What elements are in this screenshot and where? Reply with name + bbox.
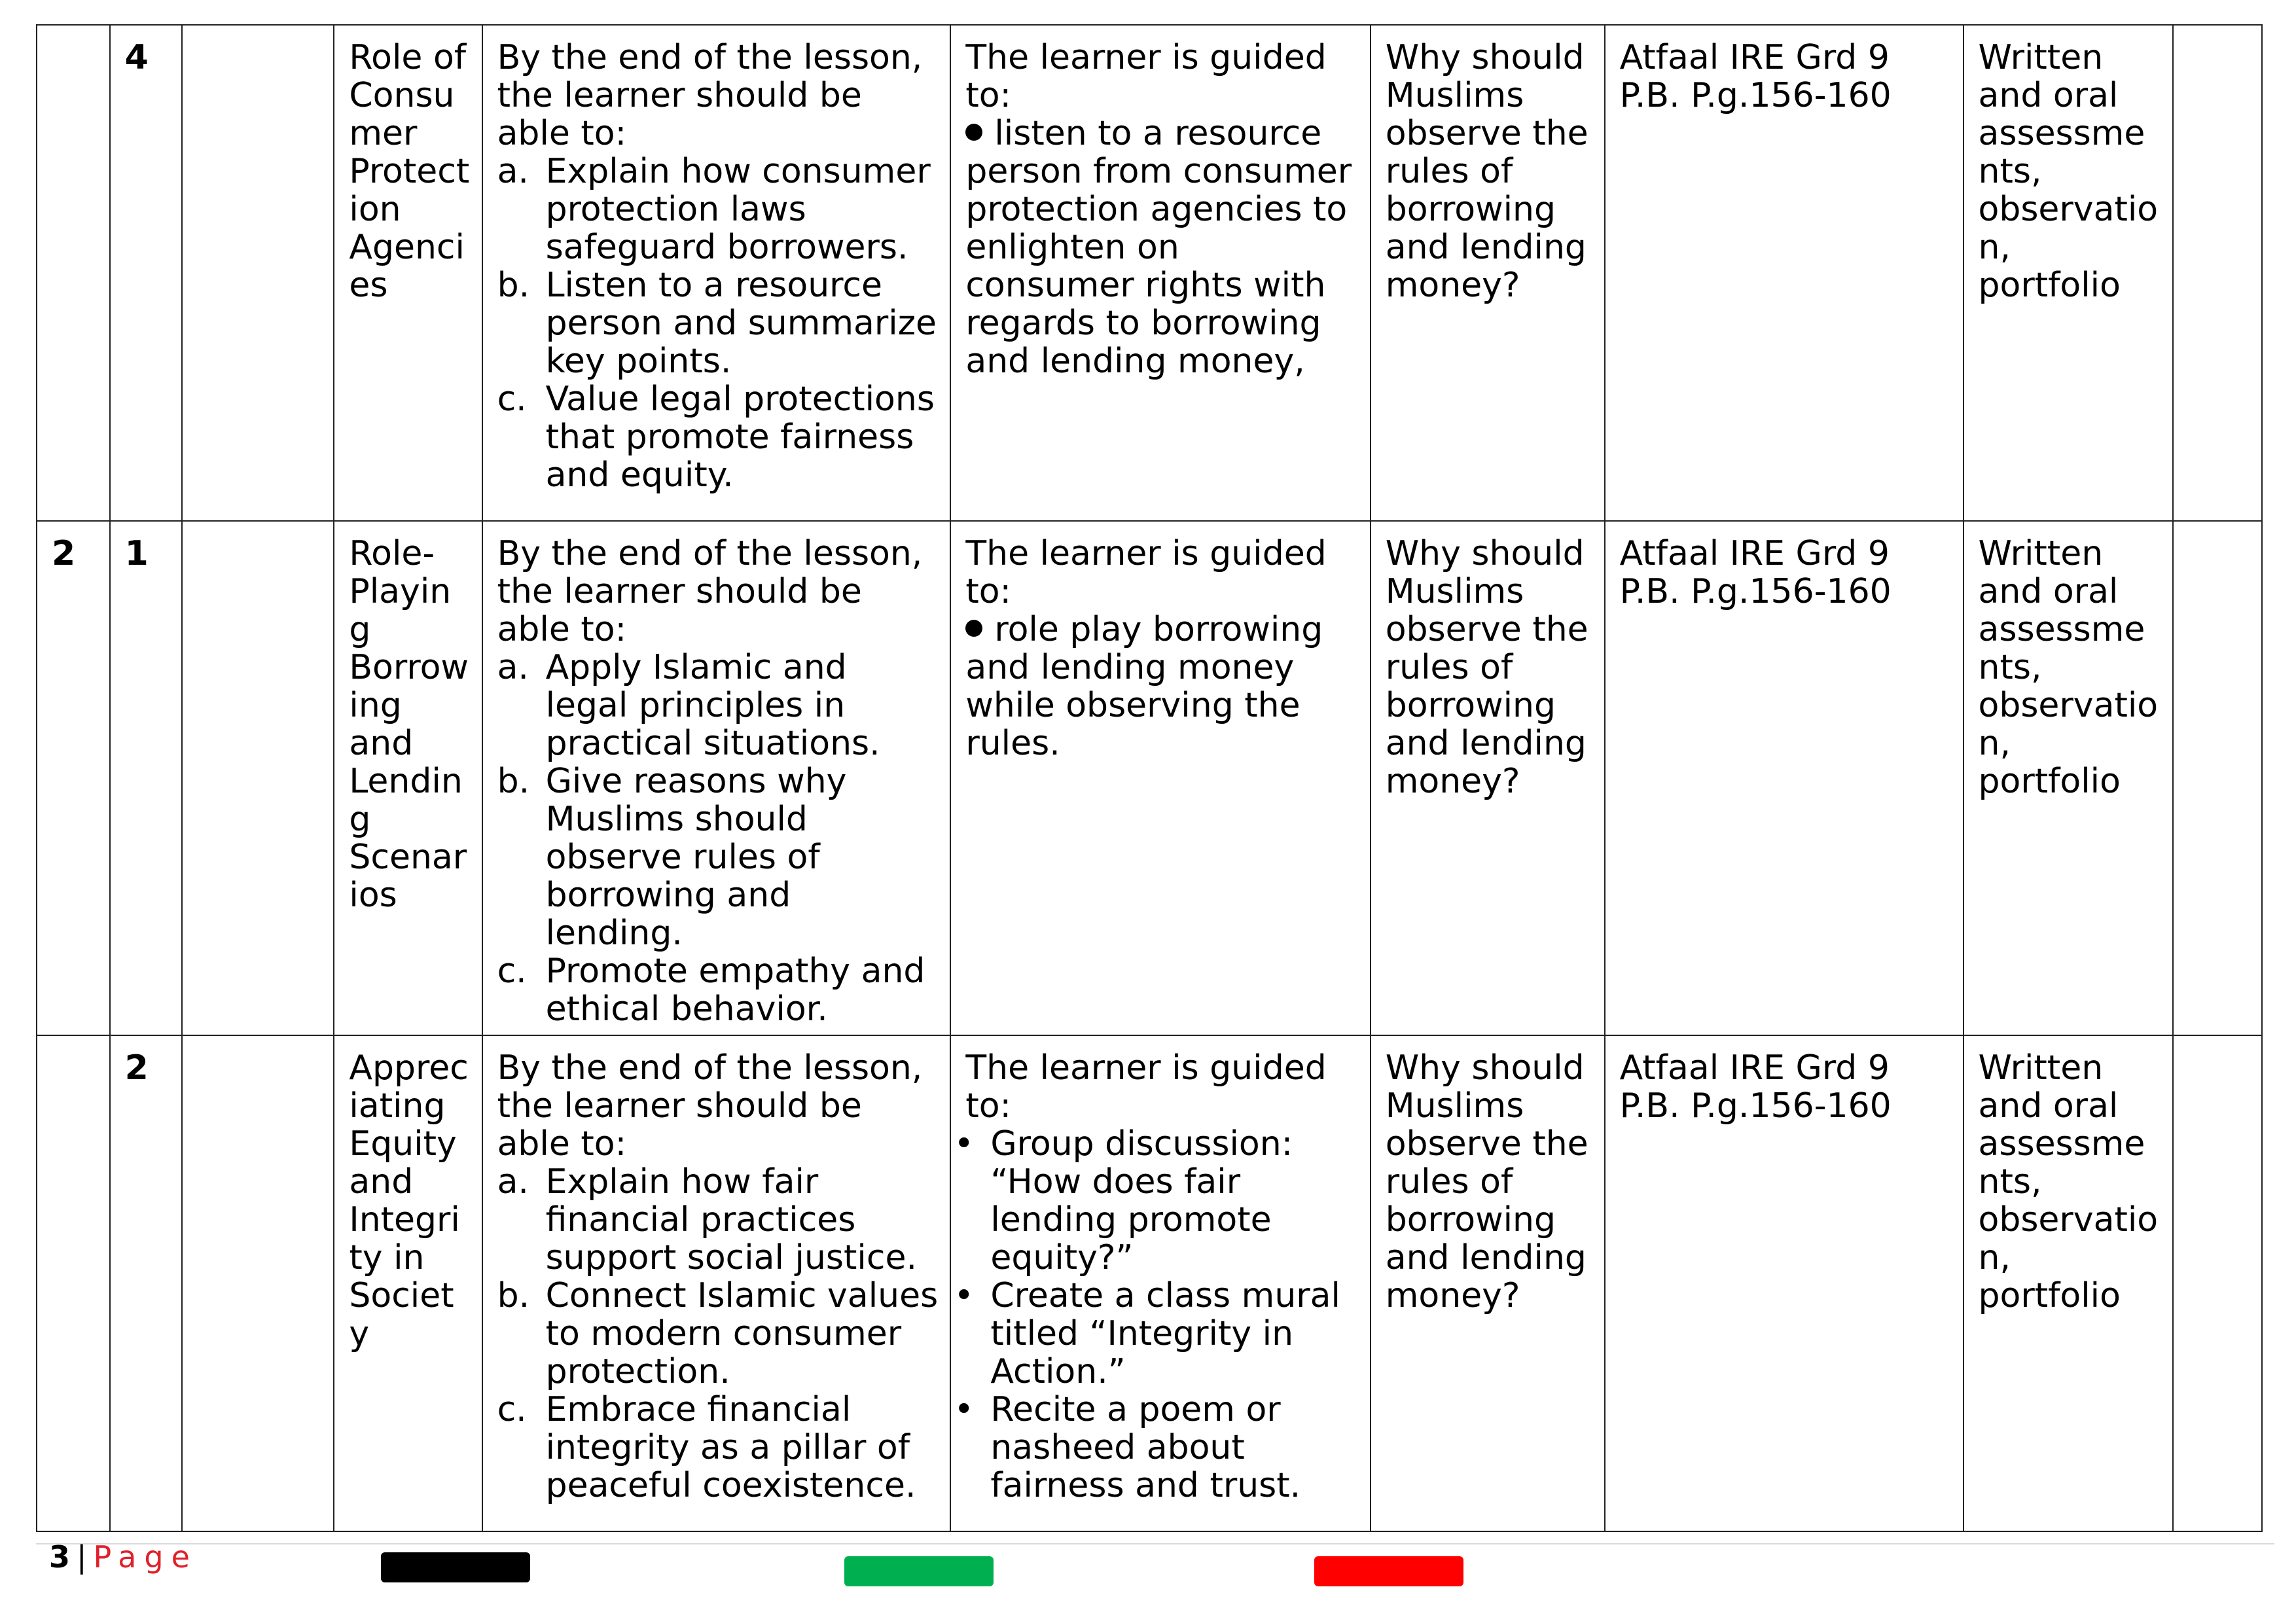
inquiry-question-cell: Why should Muslims observe the rules of borrowing and lending money? [1371,25,1605,521]
experience-text: Group discussion: “How does fair lending promote equity?” [990,1124,1293,1277]
reflection-cell [2173,1035,2262,1531]
lesson-cell: 1 [110,521,183,1035]
table-body [37,25,2262,1531]
reflection-cell [2173,25,2262,521]
outcome-marker: c. [497,1390,527,1429]
outcome-text: Embrace financial integrity as a pillar of peaceful coexistence. [545,1390,916,1505]
outcome-text: Listen to a resource person and summarize key points. [545,266,937,381]
learning-outcomes-cell [482,1035,951,1531]
experience-item [954,1124,1357,1277]
outcome-marker: a. [497,648,529,687]
assessment-cell: Written and oral assessments, observation, portfolio [1964,521,2174,1035]
outcome-marker: c. [497,952,527,991]
week-cell: 2 [37,521,110,1035]
inquiry-question-cell: Why should Muslims observe the rules of borrowing and lending money? [1371,1035,1605,1531]
outcome-item [497,1391,939,1505]
outcomes-intro: By the end of the lesson, the learner should be able to: [497,38,923,153]
week-cell [37,25,110,521]
outcome-item [497,952,939,1028]
experience-item [954,1276,1357,1391]
experience-text: role play borrowing and lending money while observing the rules. [965,610,1323,763]
outcome-marker: b. [497,762,530,801]
page-number-separator: | [77,1539,87,1575]
outcome-marker: a. [497,152,529,191]
sub-strand-cell: Role of Consumer Protection Agencies [334,25,482,521]
outcome-text: Give reasons why Muslims should observe rules of borrowing and lending. [545,762,847,953]
outcome-marker: b. [497,266,530,305]
reflection-cell [2173,521,2262,1035]
experience-text: Recite a poem or nasheed about fairness and trust. [990,1390,1301,1505]
learning-resources-cell: Atfaal IRE Grd 9 P.B. P.g.156-160 [1605,1035,1964,1531]
sub-strand-cell: Role-Playing Borrowing and Lending Scenarios [334,521,482,1035]
table-row [37,25,2262,521]
bullet-icon: • [954,1124,975,1164]
outcome-item [497,1163,939,1277]
outcome-text: Promote empathy and ethical behavior. [545,952,925,1029]
page-number-value: 3 [49,1539,71,1575]
bullet-icon [965,124,982,141]
lesson-cell: 4 [110,25,183,521]
table-row [37,1035,2262,1531]
experiences-list [954,1124,1357,1505]
footer-bar-red [1314,1556,1463,1586]
outcome-text: Apply Islamic and legal principles in practical situations. [545,648,880,763]
sub-strand-cell: Appreciating Equity and Integrity in Society [334,1035,482,1531]
learning-outcomes-cell [482,25,951,521]
learning-resources-cell: Atfaal IRE Grd 9 P.B. P.g.156-160 [1605,521,1964,1035]
experiences-intro: The learner is guided to: [965,38,1327,115]
strand-cell [182,521,334,1035]
experiences-list [965,611,1357,762]
outcomes-list [497,152,939,494]
outcome-text: Value legal protections that promote fairness and equity. [545,380,935,495]
experience-item [954,1390,1357,1505]
footer-divider [36,1543,2274,1544]
page-label: Page [93,1539,198,1575]
bullet-icon: • [954,1390,975,1429]
outcome-item [497,1277,939,1391]
outcome-item [497,649,939,762]
experiences-intro: The learner is guided to: [965,1048,1327,1126]
week-cell [37,1035,110,1531]
outcomes-list [497,1163,939,1505]
outcome-text: Explain how consumer protection laws safeguard borrowers. [545,152,931,267]
outcomes-intro: By the end of the lesson, the learner should be able to: [497,1048,923,1164]
outcome-item [497,380,939,494]
outcome-item [497,152,939,266]
learning-resources-cell: Atfaal IRE Grd 9 P.B. P.g.156-160 [1605,25,1964,521]
strand-cell [182,1035,334,1531]
experiences-list [965,115,1357,380]
page-number [49,1539,198,1575]
outcomes-intro: By the end of the lesson, the learner should be able to: [497,534,923,649]
strand-cell [182,25,334,521]
outcome-marker: a. [497,1162,529,1202]
assessment-cell: Written and oral assessments, observation, portfolio [1964,1035,2174,1531]
experience-item [965,611,1357,762]
assessment-cell: Written and oral assessments, observation, portfolio [1964,25,2174,521]
experience-text: Create a class mural titled “Integrity in Action.” [990,1276,1340,1391]
footer-bar-green [844,1556,994,1586]
scheme-of-work-table [36,24,2263,1532]
outcome-marker: b. [497,1276,530,1315]
experiences-intro: The learner is guided to: [965,534,1327,611]
inquiry-question-cell: Why should Muslims observe the rules of borrowing and lending money? [1371,521,1605,1035]
bullet-icon [965,620,982,637]
footer-bar-black [381,1552,530,1582]
lesson-cell: 2 [110,1035,183,1531]
experience-text: listen to a resource person from consumer protection agencies to enlighten on consumer rights with regards to borrowing and lending money, [965,114,1352,381]
learning-experiences-cell [950,1035,1370,1531]
outcome-marker: c. [497,380,527,419]
outcome-text: Connect Islamic values to modern consumer protection. [545,1276,939,1391]
outcome-text: Explain how fair financial practices support social justice. [545,1162,917,1277]
outcome-item [497,762,939,952]
bullet-icon: • [954,1276,975,1315]
learning-outcomes-cell [482,521,951,1035]
learning-experiences-cell [950,521,1370,1035]
learning-experiences-cell [950,25,1370,521]
outcomes-list [497,649,939,1028]
experience-item [965,115,1357,380]
table-row [37,521,2262,1035]
outcome-item [497,266,939,380]
